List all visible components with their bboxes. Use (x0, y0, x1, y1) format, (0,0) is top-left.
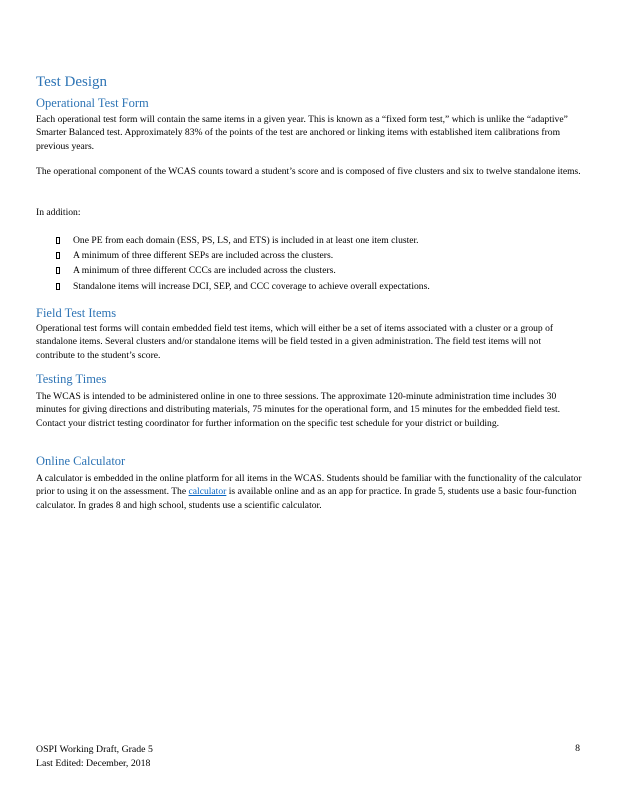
page-title: Test Design (36, 74, 108, 90)
list-item (36, 233, 430, 248)
list-item (36, 279, 430, 294)
paragraph-online-calculator (36, 472, 582, 512)
paragraph-field-test: Operational test forms will contain embedded field test items, which will either be a set of items associated with a cluster or a group of standalone items. Several clusters and/or standalone items will be field tested in a given administration. The field test items will not contribute to the student’s score. (36, 323, 554, 361)
bullet-icon (56, 267, 60, 274)
list-item-text: A minimum of three different SEPs are included across the clusters. (73, 250, 334, 262)
footer-draft-label: OSPI Working Draft, Grade 5 (36, 744, 153, 755)
list-item-text: One PE from each domain (ESS, PS, LS, and ETS) is included in at least one item cluster. (73, 235, 419, 246)
paragraph-testing-times: The WCAS is intended to be administered online in one to three sessions. The approximate 120-minute administration time includes 30 minutes for giving directions and distributing materials, 75 minutes for the operational form, and 15 minutes for the embedded field test. Contact your district testing coordinator for further information on the specific test schedule for your district or building. (36, 391, 561, 429)
heading-field-test-items: Field Test Items (36, 306, 117, 320)
page-number: 8 (575, 743, 580, 754)
list-item-text: Standalone items will increase DCI, SEP, and CCC coverage to achieve overall expectations. (73, 280, 430, 292)
list-item (36, 248, 430, 263)
footer-last-edited: Last Edited: December, 2018 (36, 758, 151, 769)
heading-testing-times: Testing Times (36, 372, 107, 386)
paragraph-operational-component: The operational component of the WCAS counts toward a student’s score and is composed of five clusters and six to twelve standalone items. (36, 166, 581, 177)
bullet-icon (56, 237, 60, 244)
calculator-text-end: is available online and as an app for practice. In grade 5, students use a basic four-function calculator. In grades 8 and high school, students use a scientific calculator. (36, 486, 577, 511)
list-item-text: A minimum of three different CCCs are included across the clusters. (73, 265, 336, 277)
heading-online-calculator: Online Calculator (36, 454, 126, 468)
page-footer (36, 743, 153, 771)
bullet-icon (56, 252, 60, 259)
heading-operational-test-form: Operational Test Form (36, 96, 149, 110)
calculator-link[interactable]: calculator (188, 486, 227, 498)
bullet-icon (56, 283, 60, 290)
paragraph-fixed-form: Each operational test form will contain the same items in a given year. This is known as a “fixed form test,” which is unlike the “adaptive” Smarter Balanced test. Approximately 83% of the points of the test are anchored or linking items with established item calibrations from previous years. (36, 114, 568, 152)
list-item (36, 263, 430, 278)
paragraph-in-addition: In addition: (36, 207, 81, 218)
calculator-text-start: A calculator is embedded in the online platform for all items in the WCAS. Students should be familiar with the functionality of the calculator prior to using it on the assessment. The (36, 473, 582, 498)
requirements-list (36, 233, 430, 294)
